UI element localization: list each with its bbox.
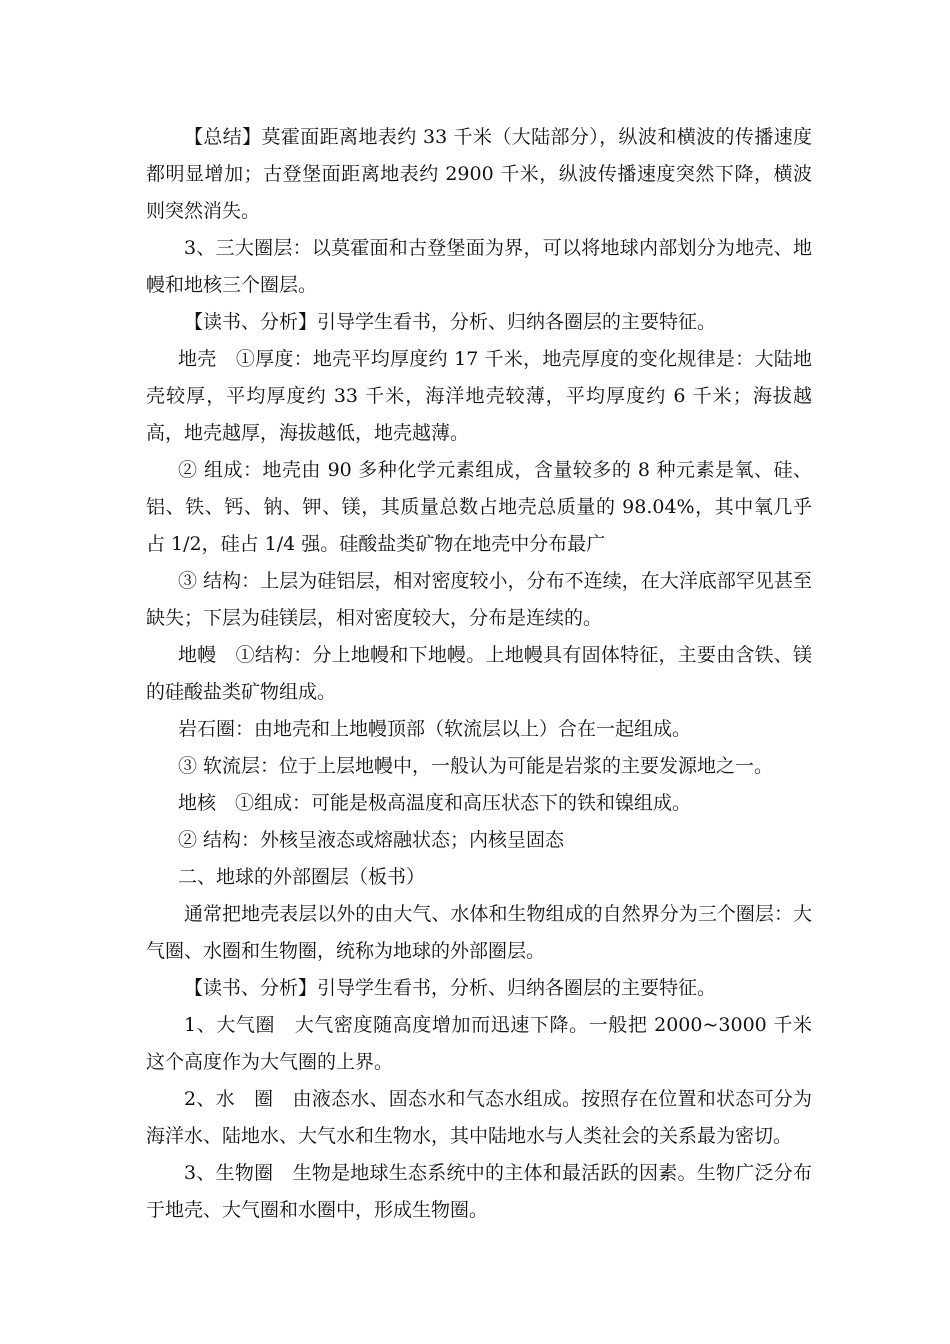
core-composition-paragraph: 地核 ①组成：可能是极高温度和高压状态下的铁和镍组成。 — [178, 792, 692, 814]
lithosphere-paragraph: 岩石圈：由地壳和上地幔顶部（软流层以上）合在一起组成。 — [178, 718, 692, 740]
crust-structure-paragraph: ③ 结构：上层为硅铝层，相对密度较小，分布不连续，在大洋底部罕见甚至缺失；下层为硅镁层，相对密度较大，分布是连续的。 — [146, 570, 812, 629]
document-body — [146, 119, 812, 1229]
mantle-structure-paragraph: 地幔 ①结构：分上地幔和下地幔。上地幔具有固体特征，主要由含铁、镁的硅酸盐类矿物组成。 — [146, 644, 812, 703]
hydrosphere-paragraph: 2、水 圈 由液态水、固态水和气态水组成。按照存在位置和状态可分为海洋水、陆地水、大气水和生物水，其中陆地水与人类社会的关系最为密切。 — [146, 1088, 812, 1147]
core-structure-paragraph: ② 结构：外核呈液态或熔融状态；内核呈固态 — [178, 829, 565, 851]
atmosphere-paragraph: 1、大气圈 大气密度随高度增加而迅速下降。一般把 2000~3000 千米这个高度作为大气圈的上界。 — [146, 1014, 812, 1073]
summary-paragraph: 【总结】莫霍面距离地表约 33 千米（大陆部分），纵波和横波的传播速度都明显增加；古登堡面距离地表约 2900 千米，纵波传播速度突然下降，横波则突然消失。 — [146, 126, 812, 222]
external-spheres-intro: 通常把地壳表层以外的由大气、水体和生物组成的自然界分为三个圈层：大气圈、水圈和生物圈，统称为地球的外部圈层。 — [146, 903, 812, 962]
crust-composition-paragraph: ② 组成：地壳由 90 多种化学元素组成，含量较多的 8 种元素是氧、硅、铝、铁、钙、钠、钾、镁，其质量总数占地壳总质量的 98.04%，其中氧几乎占 1/2，硅占 1/4 强。硅酸盐类矿物在地壳中分布最广 — [146, 459, 812, 555]
external-spheres-heading: 二、地球的外部圈层（板书） — [178, 866, 426, 888]
crust-thickness-paragraph: 地壳 ①厚度：地壳平均厚度约 17 千米，地壳厚度的变化规律是：大陆地壳较厚，平均厚度约 33 千米，海洋地壳较薄，平均厚度约 6 千米；海拔越高，地壳越厚，海拔越低，地壳越薄。 — [146, 348, 812, 444]
biosphere-paragraph: 3、生物圈 生物是地球生态系统中的主体和最活跃的因素。生物广泛分布于地壳、大气圈和水圈中，形成生物圈。 — [146, 1162, 812, 1221]
reading-analysis-paragraph-2: 【读书、分析】引导学生看书，分析、归纳各圈层的主要特征。 — [184, 977, 717, 999]
reading-analysis-paragraph: 【读书、分析】引导学生看书，分析、归纳各圈层的主要特征。 — [184, 311, 717, 333]
three-layers-paragraph: 3、三大圈层：以莫霍面和古登堡面为界，可以将地球内部划分为地壳、地幔和地核三个圈层。 — [146, 237, 812, 296]
asthenosphere-paragraph: ③ 软流层：位于上层地幔中，一般认为可能是岩浆的主要发源地之一。 — [178, 755, 774, 777]
